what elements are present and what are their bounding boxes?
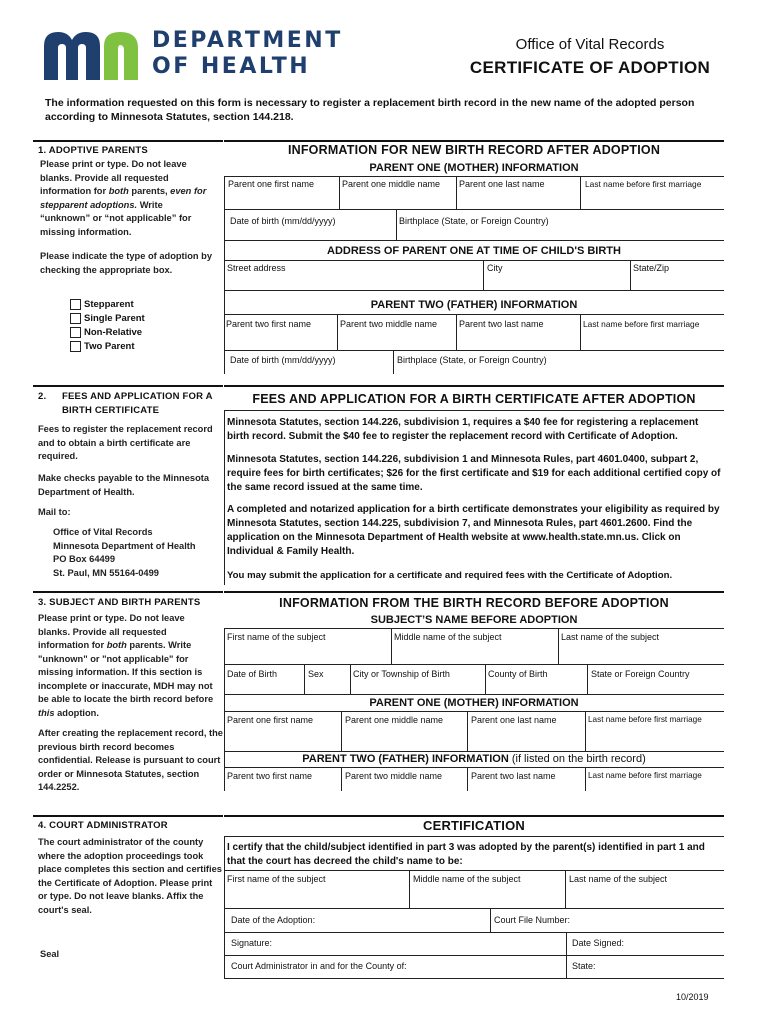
single-parent-label: Single Parent bbox=[84, 313, 145, 324]
section2-right-rule bbox=[224, 385, 724, 387]
section2-heading-line1: FEES AND APPLICATION FOR A bbox=[62, 391, 213, 402]
rule bbox=[350, 664, 351, 694]
section4-heading: 4. COURT ADMINISTRATOR bbox=[38, 820, 168, 831]
rule bbox=[304, 664, 305, 694]
rule bbox=[587, 664, 588, 694]
signature-field[interactable]: Signature: bbox=[231, 938, 273, 948]
bp-p1-last-name-field[interactable]: Parent one last name bbox=[471, 715, 557, 725]
stepparent-checkbox[interactable] bbox=[70, 299, 81, 310]
rule bbox=[341, 711, 342, 751]
state-zip-field[interactable]: State/Zip bbox=[633, 263, 670, 273]
section1-left-rule bbox=[33, 140, 223, 142]
rule bbox=[224, 290, 724, 291]
address-heading: ADDRESS OF PARENT ONE AT TIME OF CHILD'S BIRTH bbox=[327, 245, 621, 257]
bp-p2-first-name-field[interactable]: Parent two first name bbox=[227, 771, 313, 781]
rule bbox=[409, 870, 410, 908]
rule bbox=[224, 176, 225, 374]
section4-left-rule bbox=[33, 815, 223, 817]
court-file-number-field[interactable]: Court File Number: bbox=[494, 915, 571, 925]
rule bbox=[224, 751, 724, 752]
cert-last-name-field[interactable]: Last name of the subject bbox=[569, 874, 668, 884]
subject-first-name-field[interactable]: First name of the subject bbox=[227, 632, 326, 642]
non-relative-label: Non-Relative bbox=[84, 327, 143, 338]
rule bbox=[224, 694, 724, 695]
section2-main-heading: FEES AND APPLICATION FOR A BIRTH CERTIFICATE AFTER ADOPTION bbox=[252, 392, 696, 406]
rule bbox=[224, 955, 724, 956]
date-of-adoption-field[interactable]: Date of the Adoption: bbox=[231, 915, 316, 925]
mail-address-line1: Office of Vital Records bbox=[53, 527, 153, 537]
rule bbox=[224, 978, 724, 979]
rule bbox=[224, 314, 724, 315]
p2-last-name-field[interactable]: Parent two last name bbox=[459, 319, 544, 329]
subject-name-heading: SUBJECT’S NAME BEFORE ADOPTION bbox=[370, 614, 578, 626]
rule bbox=[224, 932, 724, 933]
checks-payable-text: Make checks payable to the Minnesota Department of Health. bbox=[38, 473, 210, 497]
subject-sex-field[interactable]: Sex bbox=[308, 669, 324, 679]
bp-parent-one-heading: PARENT ONE (MOTHER) INFORMATION bbox=[369, 697, 579, 709]
fee-paragraph-4: You may submit the application for a certificate and required fees with the Certificate of Adoption. bbox=[227, 570, 673, 581]
certification-heading: CERTIFICATION bbox=[422, 818, 526, 833]
rule bbox=[467, 767, 468, 791]
mail-address-line4: St. Paul, MN 55164-0499 bbox=[53, 567, 159, 578]
p2-dob-field[interactable]: Date of birth (mm/dd/yyyy) bbox=[230, 355, 336, 365]
rule bbox=[467, 711, 468, 751]
p2-first-name-field[interactable]: Parent two first name bbox=[226, 319, 312, 329]
bp-p1-middle-name-field[interactable]: Parent one middle name bbox=[345, 715, 444, 725]
rule bbox=[341, 767, 342, 791]
section3-right-rule bbox=[224, 591, 724, 593]
bp-parent-two-heading: PARENT TWO (FATHER) INFORMATION (if listed on the birth record) bbox=[302, 753, 646, 765]
p1-middle-name-field[interactable]: Parent one middle name bbox=[342, 179, 441, 189]
certification-text: I certify that the child/subject identified in part 3 was adopted by the parent(s) identified in part 1 and that the court has decreed the child's name to be: bbox=[227, 842, 705, 867]
subject-state-field[interactable]: State or Foreign Country bbox=[591, 669, 690, 679]
rule bbox=[393, 350, 394, 374]
mail-to-label: Mail to: bbox=[38, 507, 71, 517]
form-version: 10/2019 bbox=[676, 992, 709, 1002]
subject-county-field[interactable]: County of Birth bbox=[488, 669, 548, 679]
rule bbox=[580, 176, 581, 209]
date-signed-field[interactable]: Date Signed: bbox=[572, 938, 625, 948]
bp-p2-maiden-name-field[interactable]: Last name before first marriage bbox=[588, 771, 702, 780]
rule bbox=[224, 628, 724, 629]
two-parent-label: Two Parent bbox=[84, 341, 135, 352]
section3-left-rule bbox=[33, 591, 223, 593]
single-parent-checkbox[interactable] bbox=[70, 313, 81, 324]
bp-p1-maiden-name-field[interactable]: Last name before first marriage bbox=[588, 715, 702, 724]
rule bbox=[224, 711, 724, 712]
city-field[interactable]: City bbox=[487, 263, 503, 273]
non-relative-checkbox[interactable] bbox=[70, 327, 81, 338]
logo-line-2: OF HEALTH bbox=[152, 54, 311, 79]
rule bbox=[490, 908, 491, 932]
fees-required-text: Fees to register the replacement record and to obtain a birth certificate are required. bbox=[38, 424, 213, 461]
rule bbox=[224, 908, 724, 909]
p2-maiden-name-field[interactable]: Last name before first marriage bbox=[583, 319, 700, 329]
rule bbox=[224, 870, 724, 871]
rule bbox=[339, 176, 340, 209]
cert-middle-name-field[interactable]: Middle name of the subject bbox=[413, 874, 521, 884]
mdh-logo bbox=[42, 28, 343, 82]
section3-heading: 3. SUBJECT AND BIRTH PARENTS bbox=[38, 597, 201, 608]
mn-logo-mark-icon bbox=[42, 28, 146, 82]
section2-heading-num: 2. bbox=[38, 391, 47, 402]
rule bbox=[224, 767, 724, 768]
rule bbox=[224, 260, 724, 261]
parent-one-heading: PARENT ONE (MOTHER) INFORMATION bbox=[369, 162, 579, 174]
rule bbox=[558, 628, 559, 664]
confidential-text: After creating the replacement record, the previous birth record becomes confidential. Release is pursuant to court order or Minnesota Statutes, section 144.2252. bbox=[38, 728, 223, 792]
p1-birthplace-field[interactable]: Birthplace (State, or Foreign Country) bbox=[399, 216, 549, 226]
two-parent-checkbox[interactable] bbox=[70, 341, 81, 352]
rule bbox=[224, 836, 225, 978]
street-address-field[interactable]: Street address bbox=[227, 263, 286, 273]
p1-last-name-field[interactable]: Parent one last name bbox=[459, 179, 545, 189]
adoption-type-instructions: Please indicate the type of adoption by checking the appropriate box. bbox=[40, 251, 213, 275]
rule bbox=[565, 870, 566, 908]
subject-city-field[interactable]: City or Township of Birth bbox=[353, 669, 450, 679]
page-title: CERTIFICATE OF ADOPTION bbox=[469, 58, 711, 77]
rule bbox=[485, 664, 486, 694]
mail-address-line3: PO Box 64499 bbox=[53, 554, 116, 564]
stepparent-label: Stepparent bbox=[84, 299, 134, 310]
rule bbox=[337, 314, 338, 350]
rule bbox=[224, 410, 724, 411]
p1-first-name-field[interactable]: Parent one first name bbox=[228, 179, 315, 189]
fee-paragraph-1: Minnesota Statutes, section 144.226, subdivision 1, requires a $40 fee for registering a replacement birth record. Submit the $40 fee to register the replacement record with Certificate of Adoption. bbox=[227, 417, 699, 442]
rule bbox=[391, 628, 392, 664]
bp-p2-middle-name-field[interactable]: Parent two middle name bbox=[345, 771, 443, 781]
court-administrator-county-field[interactable]: Court Administrator in and for the County of: bbox=[231, 961, 407, 971]
rule bbox=[483, 260, 484, 290]
rule bbox=[456, 176, 457, 209]
section3-main-heading: INFORMATION FROM THE BIRTH RECORD BEFORE ADOPTION bbox=[279, 596, 669, 610]
section2-heading-line2: BIRTH CERTIFICATE bbox=[62, 405, 160, 416]
bp-p2-last-name-field[interactable]: Parent two last name bbox=[471, 771, 556, 781]
cert-first-name-field[interactable]: First name of the subject bbox=[227, 874, 326, 884]
rule bbox=[585, 767, 586, 791]
mail-address-line2: Minnesota Department of Health bbox=[53, 540, 196, 551]
state-field[interactable]: State: bbox=[572, 961, 596, 971]
p1-maiden-name-field[interactable]: Last name before first marriage bbox=[585, 179, 702, 189]
parent-two-heading: PARENT TWO (FATHER) INFORMATION bbox=[370, 299, 578, 311]
subject-middle-name-field[interactable]: Middle name of the subject bbox=[394, 632, 502, 642]
fee-paragraph-3: A completed and notarized application for a birth certificate demonstrates your eligibility as required by Minnesota Statutes, section 144.225, subdivision 7, and Minnesota Rules, part 4601.2600. Find the application on the Minnesota Department of Health website at www.health.state.mn.us. Click on Individual & Family Health. bbox=[227, 504, 720, 557]
subject-last-name-field[interactable]: Last name of the subject bbox=[561, 632, 660, 642]
section1-main-heading: INFORMATION FOR NEW BIRTH RECORD AFTER ADOPTION bbox=[287, 143, 661, 157]
rule bbox=[585, 711, 586, 751]
p2-birthplace-field[interactable]: Birthplace (State, or Foreign Country) bbox=[397, 355, 547, 365]
intro-text: The information requested on this form is necessary to register a replacement birth record in the new name of the adopted person according to Minnesota Statutes, section 144.218. bbox=[45, 97, 695, 123]
logo-line-1: DEPARTMENT bbox=[152, 28, 343, 53]
section2-left-rule bbox=[33, 385, 223, 387]
rule bbox=[580, 314, 581, 350]
rule bbox=[224, 350, 724, 351]
section1-heading: 1. ADOPTIVE PARENTS bbox=[38, 145, 148, 156]
subject-dob-field[interactable]: Date of Birth bbox=[227, 669, 278, 679]
section4-right-rule bbox=[224, 815, 724, 817]
rule bbox=[224, 410, 225, 585]
rule bbox=[224, 664, 724, 665]
rule bbox=[396, 209, 397, 240]
seal-label: Seal bbox=[40, 949, 60, 959]
rule bbox=[224, 176, 724, 177]
rule bbox=[630, 260, 631, 290]
section4-instructions: The court administrator of the county where the adoption proceedings took place completes this section and certifies the Certificate of Adoption. Please print or type. Do not leave blanks. Affix the court's seal. bbox=[38, 837, 222, 915]
rule bbox=[224, 209, 724, 210]
office-name: Office of Vital Records bbox=[515, 36, 665, 53]
section1-instructions: Please print or type. Do not leave blanks. Provide all requested information for both parents, even for stepparent adoptions. Write “unknown” or “not applicable” for missing information. bbox=[40, 159, 207, 237]
section3-instructions: Please print or type. Do not leave blanks. Provide all requested information for both parents. Write "unknown" or "not applicable" for missing information. If this section is incomplete or inaccurate, MDH may not be able to locate the birth record before this adoption. bbox=[38, 613, 214, 718]
fee-paragraph-2: Minnesota Statutes, section 144.226, subdivision 1 and Minnesota Rules, part 4601.0400, subpart 2, require fees for birth certificates; $26 for the first certificate and $19 for each additional certified copy of the same record issued at the same time. bbox=[227, 454, 721, 493]
p1-dob-field[interactable]: Date of birth (mm/dd/yyyy) bbox=[230, 216, 336, 226]
p2-middle-name-field[interactable]: Parent two middle name bbox=[340, 319, 438, 329]
rule bbox=[224, 240, 724, 241]
rule bbox=[224, 836, 724, 837]
bp-p1-first-name-field[interactable]: Parent one first name bbox=[227, 715, 314, 725]
section1-right-rule bbox=[224, 140, 724, 142]
rule bbox=[456, 314, 457, 350]
